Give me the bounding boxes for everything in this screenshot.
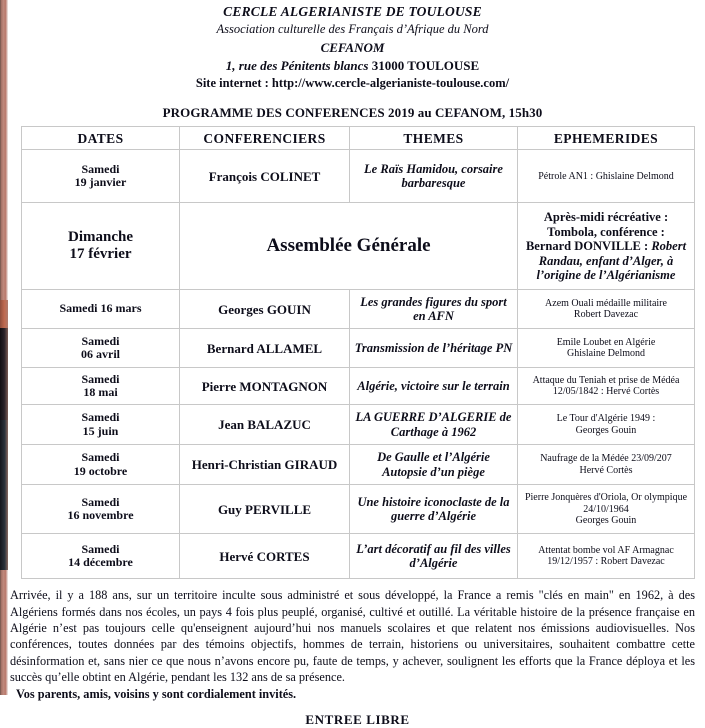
address-city: 31000 TOULOUSE — [371, 58, 480, 73]
table-row — [22, 368, 695, 405]
conference-schedule-table — [21, 126, 695, 579]
ephemeride-line-1: Après-midi récréative : Tombola, conférence : — [543, 210, 669, 239]
cell-ephemeride: Le Tour d'Algérie 1949 : Georges Gouin — [518, 405, 695, 445]
cell-assemblee-generale: Assemblée Générale — [180, 203, 518, 290]
scan-blotch — [0, 300, 8, 328]
organization-name: CERCLE ALGERIANISTE DE TOULOUSE — [223, 4, 482, 19]
cell-date: Dimanche 17 février — [22, 203, 180, 290]
scan-edge-artifact — [0, 0, 8, 695]
ephemeride-work-title: Robert Randau, enfant d’Alger, à l’origine de l’Algérianisme — [536, 239, 687, 283]
table-row — [22, 445, 695, 485]
cell-ephemeride: Emile Loubet en Algérie Ghislaine Delmond — [518, 329, 695, 368]
cell-date: Samedi 18 mai — [22, 368, 180, 405]
cell-ephemeride: Azem Ouali médaille militaire Robert Davezac — [518, 290, 695, 329]
cell-theme: L’art décoratif au fil des villes d’Algérie — [350, 534, 518, 579]
cell-theme: Les grandes figures du sport en AFN — [350, 290, 518, 329]
scan-blotch — [0, 420, 8, 570]
cell-speaker: Georges GOUIN — [180, 290, 350, 329]
cell-ephemeride: Pétrole AN1 : Ghislaine Delmond — [518, 150, 695, 203]
cell-theme: De Gaulle et l’Algérie Autopsie d’un piège — [350, 445, 518, 485]
column-header-ephemerides: EPHEMERIDES — [518, 127, 695, 150]
closing-section — [10, 587, 695, 702]
cell-speaker: Hervé CORTES — [180, 534, 350, 579]
column-header-themes: THEMES — [350, 127, 518, 150]
cell-ephemeride: Naufrage de la Médée 23/09/207 Hervé Cortès — [518, 445, 695, 485]
table-row-assemblee-generale — [22, 203, 695, 290]
cell-theme: Algérie, victoire sur le terrain — [350, 368, 518, 405]
cell-speaker: François COLINET — [180, 150, 350, 203]
ephemeride-speaker: Bernard DONVILLE : — [525, 239, 652, 254]
cell-date: Samedi 16 mars — [22, 290, 180, 329]
cell-theme: Une histoire iconoclaste de la guerre d’Algérie — [350, 485, 518, 534]
cell-speaker: Jean BALAZUC — [180, 405, 350, 445]
table-header-row — [22, 127, 695, 150]
address-street: 1, rue des Pénitents blancs — [225, 58, 369, 73]
cell-date: Samedi 06 avril — [22, 329, 180, 368]
cell-ephemeride: Pierre Jonquères d'Oriola, Or olympique 24/10/1964 Georges Gouin — [518, 485, 695, 534]
table-row — [22, 150, 695, 203]
cell-ephemeride: Attentat bombe vol AF Armagnac 19/12/1957 : Robert Davezac — [518, 534, 695, 579]
cell-date: Samedi 15 juin — [22, 405, 180, 445]
cell-speaker: Guy PERVILLE — [180, 485, 350, 534]
organization-acronym: CEFANOM — [320, 39, 385, 55]
document-header — [0, 0, 705, 126]
cell-ephemeride: Attaque du Teniah et prise de Médéa 12/05/1842 : Hervé Cortès — [518, 368, 695, 405]
column-header-dates: DATES — [22, 127, 180, 150]
column-header-conferenciers: CONFERENCIERS — [180, 127, 350, 150]
cell-date: Samedi 19 janvier — [22, 150, 180, 203]
programme-title: PROGRAMME DES CONFERENCES 2019 au CEFANOM, 15h30 — [162, 105, 543, 121]
cell-speaker: Bernard ALLAMEL — [180, 329, 350, 368]
cell-date: Samedi 19 octobre — [22, 445, 180, 485]
organization-address — [0, 55, 705, 73]
table-row — [22, 534, 695, 579]
cell-speaker: Pierre MONTAGNON — [180, 368, 350, 405]
cell-theme: Transmission de l’héritage PN — [350, 329, 518, 368]
closing-paragraph: Arrivée, il y a 188 ans, sur un territoire inculte sous administré et sous développé, la France a remis "clés en main" en 1962, à des Algériens formés dans nos écoles, un pays 4 fois plus peuplé, organisé, cultivé et outillé. La véritable histoire de la présence française en Algérie n’est pas toujours celle qu'enseignent aujourd’hui nos manuels scolaires et que relatent nos émissions audiovisuelles. Nos conférences, toutes données par des témoins objectifs, hommes de terrain, historiens ou universitaires, souhaitent combattre cette désinformation et, sans nier ce que nous n’avons encore pu, faute de temps, y achever, soulignent les efforts que la France déploya et les succès qu’elle obtint en Algérie, pendant les 132 ans de sa présence. — [10, 588, 695, 685]
entree-libre-notice: ENTREE LIBRE — [305, 711, 410, 727]
table-row — [22, 405, 695, 445]
cell-ephemeride — [518, 203, 695, 290]
cell-theme: LA GUERRE D’ALGERIE de Carthage à 1962 — [350, 405, 518, 445]
table-row — [22, 290, 695, 329]
table-row — [22, 485, 695, 534]
cell-theme: Le Raïs Hamidou, corsaire barbaresque — [350, 150, 518, 203]
cell-date: Samedi 16 novembre — [22, 485, 180, 534]
cell-date: Samedi 14 décembre — [22, 534, 180, 579]
cell-speaker: Henri-Christian GIRAUD — [180, 445, 350, 485]
table-row — [22, 329, 695, 368]
organization-subtitle: Association culturelle des Français d’Afrique du Nord — [216, 21, 489, 36]
website-line: Site internet : http://www.cercle-algerianiste-toulouse.com/ — [195, 76, 510, 91]
invitation-line: Vos parents, amis, voisins y sont cordialement invités. — [16, 687, 297, 702]
